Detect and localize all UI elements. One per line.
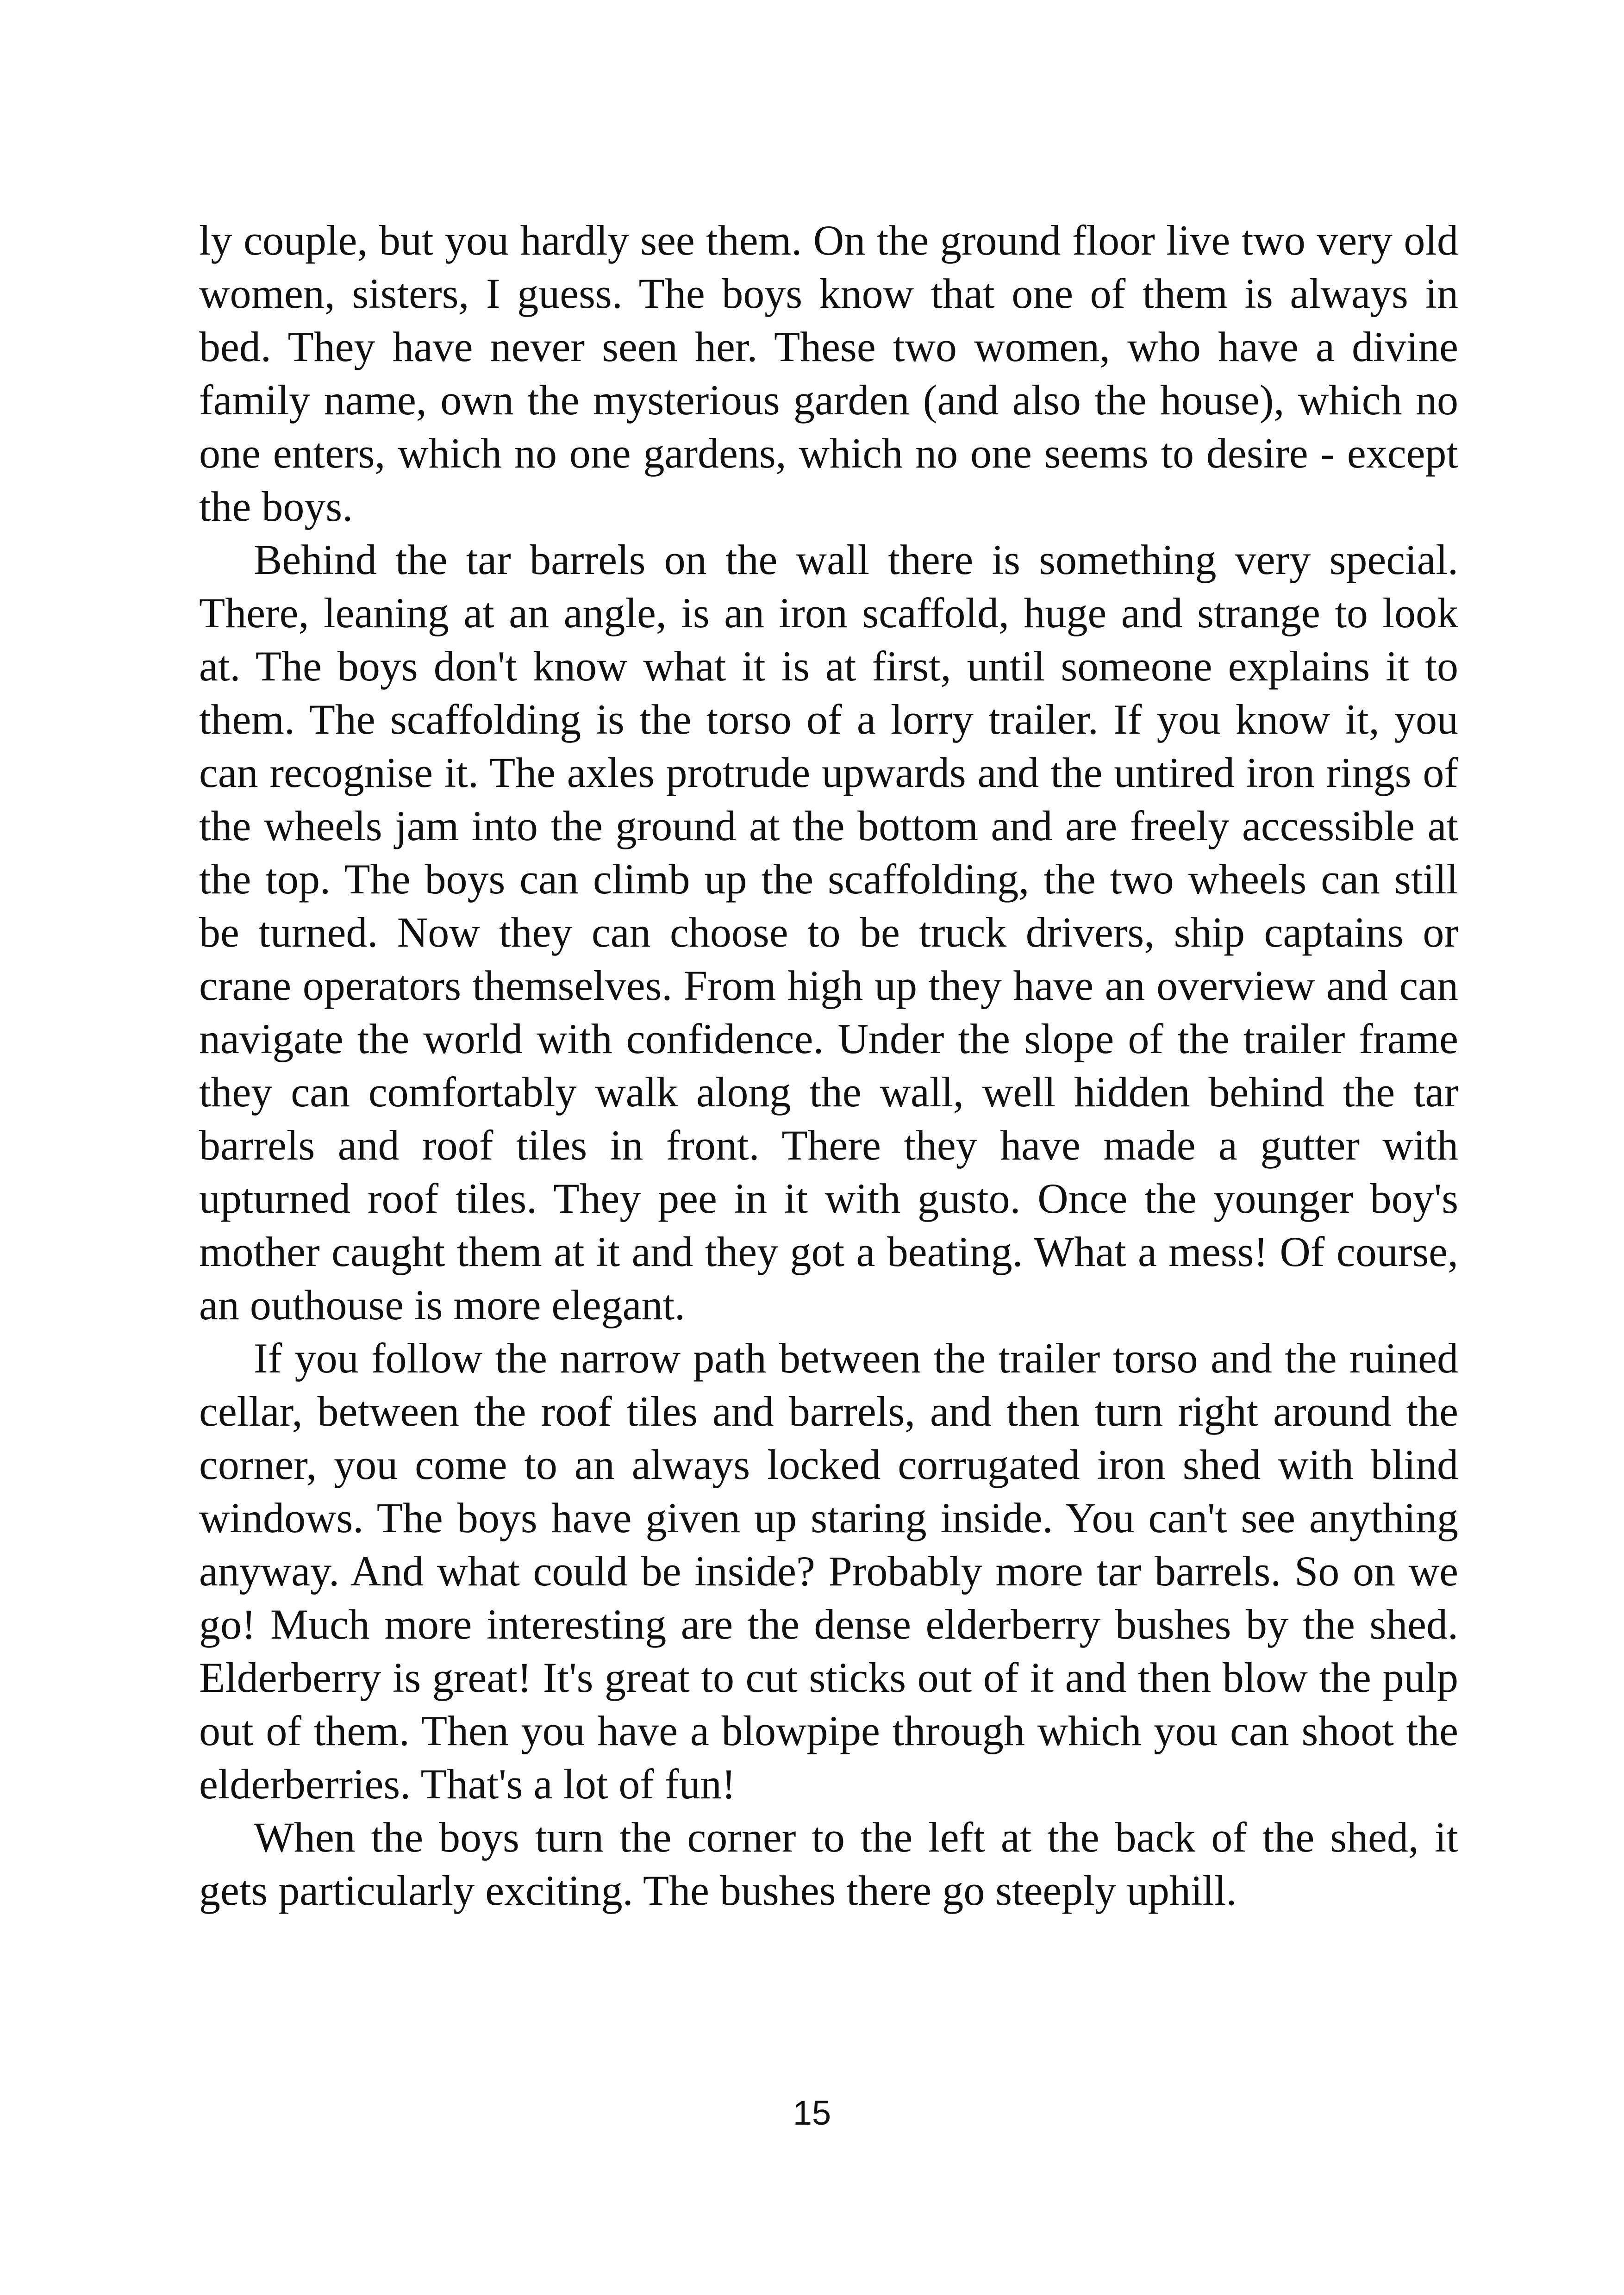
paragraph-4: When the boys turn the corner to the left at the back of the shed, it gets particularly exciting. The bushes there go steeply uphill. — [199, 1814, 1458, 1914]
paragraph-2: Behind the tar barrels on the wall there is something very special. There, leaning at an angle, is an iron scaffold, huge and strange to look at. The boys don't know what it is at first, until someone explains it to them. The scaffolding is the torso of a lorry trailer. If you know it, you can recognise it. The axles protrude upwards and the untired iron rings of the wheels jam into the ground at the bottom and are freely accessible at the top. The boys can climb up the scaffolding, the two wheels can still be turned. Now they can choose to be truck drivers, ship captains or crane operators themselves. From high up they have an overview and can navigate the world with confidence. Under the slope of the trailer frame they can comfortably walk along the wall, well hidden behind the tar barrels and roof tiles in front. There they have made a gutter with upturned roof tiles. They pee in it with gusto. Once the younger boy's mother caught them at it and they got a beating. What a mess! Of course, an outhouse is more elegant. — [199, 536, 1458, 1328]
page-number: 15 — [793, 2094, 831, 2132]
paragraph-1: ly couple, but you hardly see them. On the ground floor live two very old women, sisters, I guess. The boys know that one of them is always in bed. They have never seen her. These two women, who have a divine family name, own the mysterious garden (and also the house), which no one enters, which no one gardens, which no one seems to desire - except the boys. — [199, 217, 1458, 530]
body-text — [199, 214, 1458, 1917]
paragraph-3: If you follow the narrow path between the trailer torso and the ruined cellar, between the roof tiles and barrels, and then turn right around the corner, you come to an always locked corrugated iron shed with blind windows. The boys have given up staring inside. You can't see anything anyway. And what could be inside? Probably more tar barrels. So on we go! Much more interesting are the dense elderberry bushes by the shed. Elderberry is great! It's great to cut sticks out of it and then blow the pulp out of them. Then you have a blowpipe through which you can shoot the elderberries. That's a lot of fun! — [199, 1335, 1458, 1808]
